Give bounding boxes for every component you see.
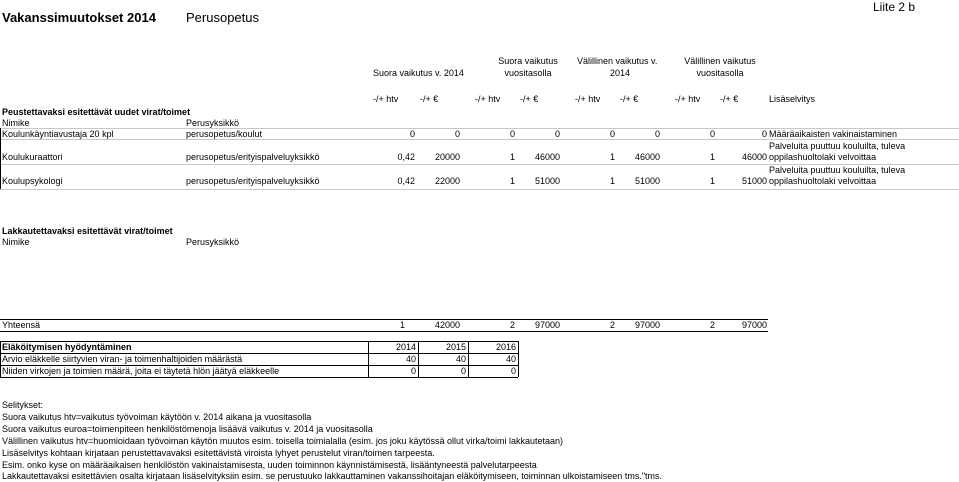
row-v5: 0 — [609, 129, 615, 139]
row-v4: 46000 — [534, 152, 560, 162]
retirement-value: 40 — [505, 354, 516, 364]
row-v6: 0 — [654, 129, 660, 139]
totals-label: Yhteensä — [2, 320, 41, 330]
col-header-direct-annual-2: vuositasolla — [504, 68, 552, 78]
retirement-year: 2016 — [495, 342, 516, 352]
totals-v4: 97000 — [534, 320, 560, 330]
row-v5: 1 — [609, 152, 615, 162]
subheader-lisaselvitys: Lisäselvitys — [769, 94, 816, 104]
retirement-value: 0 — [460, 366, 466, 376]
row-v1: 0,42 — [397, 152, 415, 162]
retirement-value: 40 — [405, 354, 416, 364]
section-removed-perusyksikko-header: Perusyksikkö — [186, 237, 240, 247]
retirement-year: 2015 — [445, 342, 466, 352]
retirement-row-label: Arvio eläkkelle siirtyvien viran- ja toimenhaltijoiden määrästä — [2, 354, 243, 364]
row-v7: 1 — [709, 176, 715, 186]
row-v4: 51000 — [534, 176, 560, 186]
totals-v3: 2 — [509, 320, 515, 330]
page-subtitle: Perusopetus — [186, 10, 259, 25]
row-v8: 51000 — [741, 176, 767, 186]
subheader-htv-4: -/+ htv — [675, 94, 701, 104]
retirement-value: 40 — [455, 354, 466, 364]
retirement-year: 2014 — [395, 342, 416, 352]
subheader-htv-3: -/+ htv — [575, 94, 601, 104]
row-v5: 1 — [609, 176, 615, 186]
row-note-line2: oppilashuoltolaki velvoittaa — [769, 152, 877, 162]
row-v3: 0 — [509, 129, 515, 139]
totals-v1: 1 — [399, 320, 405, 330]
retirement-title: Eläköitymisen hyödyntäminen — [2, 342, 132, 352]
col-header-indirect-2014-2: 2014 — [609, 68, 631, 78]
appendix-label: Liite 2 b — [873, 0, 916, 14]
row-nimike: Koulunkäyntiavustaja 20 kpl — [2, 129, 114, 139]
totals-v8: 97000 — [741, 320, 767, 330]
row-v7: 1 — [709, 152, 715, 162]
retirement-row-label: Niiden virkojen ja toimien määrä, joita ei täytetä hlön jäätyä eläkkeelle — [2, 366, 280, 376]
row-nimike: Koulukuraattori — [2, 152, 63, 162]
notes-line: Esim. onko kyse on määräaikaisen henkilöstön vakinaistamisesta, uuden toiminnon käynnistämisestä, lisääntyneestä palvelutarpeesta — [2, 460, 537, 470]
section-new-nimike-header: Nimike — [2, 118, 30, 128]
subheader-euro-2: -/+ € — [520, 94, 539, 104]
row-note-line1: Palveluita puuttuu kouluilta, tuleva — [769, 141, 906, 151]
row-v8: 46000 — [741, 152, 767, 162]
subheader-euro-3: -/+ € — [620, 94, 639, 104]
notes-line: Välillinen vaikutus htv=huomioidaan työvoiman käytön muutos esim. toisella toimialalla (esim. jos joku käytössä ollut virka/toimi lakkautetaan) — [2, 436, 564, 446]
row-v6: 46000 — [634, 152, 660, 162]
row-v7: 0 — [709, 129, 715, 139]
row-v4: 0 — [554, 129, 560, 139]
section-removed-title: Lakkautettavaksi esitettävät virat/toimet — [2, 226, 173, 236]
totals-v6: 97000 — [634, 320, 660, 330]
totals-v2: 42000 — [434, 320, 460, 330]
notes-line: Suora vaikutus htv=vaikutus työvoiman käytöön v. 2014 aikana ja vuositasolla — [2, 412, 312, 422]
notes-line: Lakkautettavaksi esitettävien osalta kirjataan lisäselvityksiin esim. se perustuuko lakkauttaminen vakanssihoitajan eläköitymiseen, toiminnan ulkoistamiseen tms."tms. — [2, 471, 663, 481]
row-v3: 1 — [509, 176, 515, 186]
totals-v7: 2 — [709, 320, 715, 330]
row-v3: 1 — [509, 152, 515, 162]
notes-line: Suora vaikutus euroa=toimenpiteen henkilöstömenoja lisäävä vaikutus v. 2014 ja vuositasolla — [2, 424, 373, 434]
row-v2: 22000 — [434, 176, 460, 186]
retirement-value: 0 — [510, 366, 516, 376]
row-v6: 51000 — [634, 176, 660, 186]
row-v2: 20000 — [434, 152, 460, 162]
row-yksikko: perusopetus/erityispalveluyksikkö — [186, 152, 320, 162]
section-new-title: Peustettavaksi esitettävät uudet virat/toimet — [2, 107, 191, 117]
col-header-indirect-annual-1: Välillinen vaikutus — [684, 56, 756, 66]
subheader-htv-2: -/+ htv — [475, 94, 501, 104]
subheader-htv-1: -/+ htv — [373, 94, 399, 104]
subheader-euro-1: -/+ € — [420, 94, 439, 104]
row-note: Määräaikaisten vakinaistaminen — [769, 129, 898, 139]
notes-line: Lisäselvitys kohtaan kirjataan perustettavavaksi esitettävistä viroista lyhyet perustelut viran/toimen tarpeesta. — [2, 448, 435, 458]
row-note-line1: Palveluita puuttuu kouluilta, tuleva — [769, 165, 906, 175]
col-header-direct-2014: Suora vaikutus v. 2014 — [373, 68, 464, 78]
col-header-direct-annual-1: Suora vaikutus — [498, 56, 558, 66]
row-v2: 0 — [454, 129, 460, 139]
page-title: Vakanssimuutokset 2014 — [2, 10, 156, 25]
row-v1: 0,42 — [397, 176, 415, 186]
totals-v5: 2 — [609, 320, 615, 330]
row-v1: 0 — [409, 129, 415, 139]
section-removed-nimike-header: Nimike — [2, 237, 30, 247]
col-header-indirect-annual-2: vuositasolla — [696, 68, 744, 78]
col-header-indirect-2014-1: Välillinen vaikutus v. — [577, 56, 658, 66]
subheader-euro-4: -/+ € — [720, 94, 739, 104]
notes-heading: Selitykset: — [2, 400, 44, 410]
row-yksikko: perusopetus/koulut — [186, 129, 263, 139]
row-yksikko: perusopetus/erityispalveluyksikkö — [186, 176, 320, 186]
row-v8: 0 — [761, 129, 767, 139]
retirement-value: 0 — [410, 366, 416, 376]
row-note-line2: oppilashuoltolaki velvoittaa — [769, 176, 877, 186]
section-new-perusyksikko-header: Perusyksikkö — [186, 118, 240, 128]
row-nimike: Koulupsykologi — [2, 176, 63, 186]
